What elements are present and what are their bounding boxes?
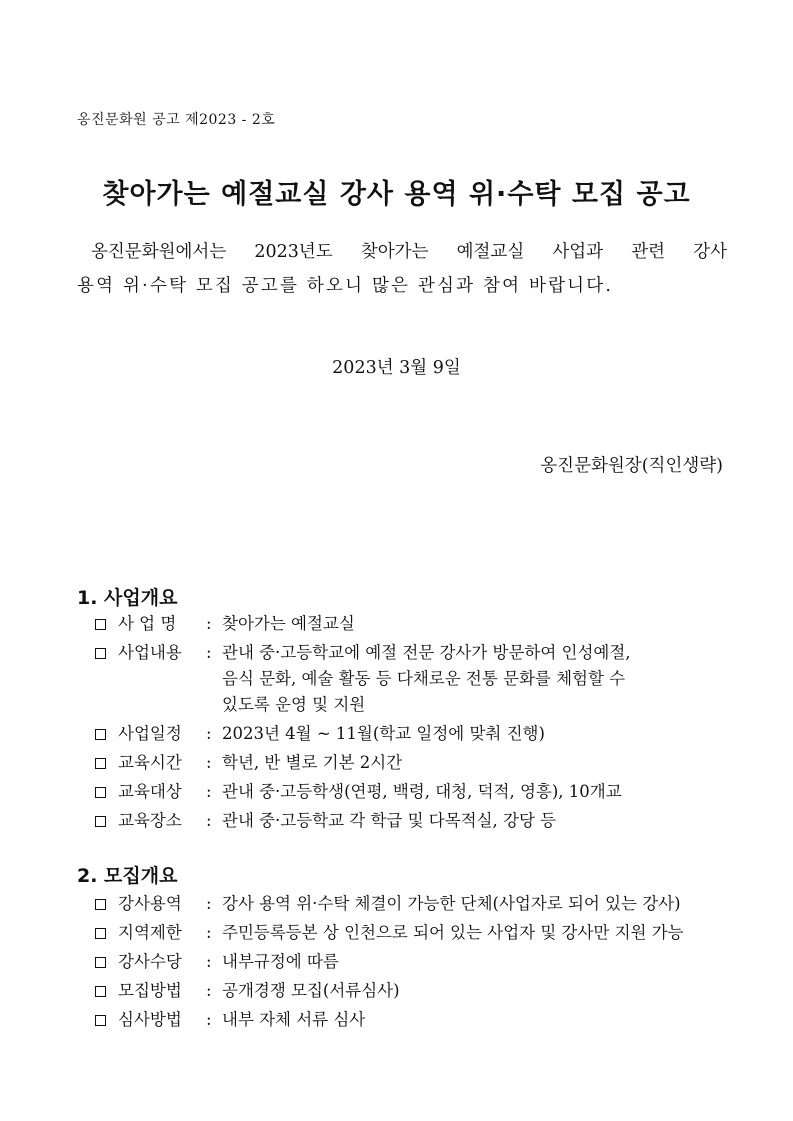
signature: 옹진문화원장(직인생략): [540, 456, 723, 476]
item-label: 지역제한: [118, 923, 182, 942]
list-item: [95, 611, 735, 637]
item-value-line: 공개경쟁 모집(서류심사): [222, 981, 400, 1000]
checkbox-square-icon: [95, 729, 106, 740]
list-item: [95, 891, 735, 917]
section-heading-recruitment: 2. 모집개요: [77, 865, 178, 887]
item-value: [222, 750, 735, 776]
item-label: 사업일정: [118, 724, 182, 743]
checkbox-square-icon: [95, 899, 106, 910]
item-value-line: 학년, 반 별로 기본 2시간: [222, 753, 403, 772]
item-value-line: 강사 용역 위·수탁 체결이 가능한 단체(사업자로 되어 있는 강사): [222, 894, 681, 913]
item-separator: :: [206, 811, 212, 830]
list-item: [95, 978, 735, 1004]
checkbox-square-icon: [95, 816, 106, 827]
item-separator: :: [206, 981, 212, 1000]
checkbox-square-icon: [95, 928, 106, 939]
checkbox-square-icon: [95, 986, 106, 997]
item-separator: :: [206, 923, 212, 942]
item-value: [222, 978, 735, 1004]
list-item: [95, 640, 735, 718]
item-separator: :: [206, 952, 212, 971]
item-value: [222, 611, 735, 637]
item-label: 강사수당: [118, 952, 182, 971]
item-value: [222, 1007, 735, 1033]
item-value-line: 내부 자체 서류 심사: [222, 1010, 366, 1029]
list-item: [95, 779, 735, 805]
item-value: [222, 949, 735, 975]
item-value-line: 있도록 운영 및 지원: [222, 695, 366, 714]
item-separator: :: [206, 894, 212, 913]
checkbox-square-icon: [95, 1015, 106, 1026]
checkbox-square-icon: [95, 619, 106, 630]
item-label: 모집방법: [118, 981, 182, 1000]
checkbox-square-icon: [95, 957, 106, 968]
item-label: 강사용역: [118, 894, 182, 913]
list-item: [95, 721, 735, 747]
intro-line-2: 용역 위·수탁 모집 공고를 하오니 많은 관심과 참여 바랍니다.: [77, 276, 614, 296]
item-value-line: 내부규정에 따름: [222, 952, 339, 971]
item-value-line: 관내 중·고등학생(연평, 백령, 대청, 덕적, 영흥), 10개교: [222, 782, 622, 801]
item-value: [222, 808, 735, 834]
document-title: 찾아가는 예절교실 강사 용역 위·수탁 모집 공고: [102, 179, 691, 210]
item-label: 교육시간: [118, 753, 182, 772]
item-separator: :: [206, 643, 212, 662]
list-item: [95, 750, 735, 776]
section-heading-overview: 1. 사업개요: [77, 587, 178, 609]
checkbox-square-icon: [95, 787, 106, 798]
item-value: [222, 920, 735, 946]
checkbox-square-icon: [95, 648, 106, 659]
item-value-line: 찾아가는 예절교실: [222, 614, 355, 633]
intro-line-1: 옹진문화원에서는 2023년도 찾아가는 예절교실 사업과 관련 강사: [91, 242, 727, 262]
item-separator: :: [206, 1010, 212, 1029]
item-separator: :: [206, 724, 212, 743]
list-item: [95, 1007, 735, 1033]
item-label: 교육대상: [118, 782, 182, 801]
item-value-line: 관내 중·고등학교에 예절 전문 강사가 방문하여 인성예절,: [222, 643, 631, 662]
item-value: [222, 779, 735, 805]
item-value: [222, 891, 735, 917]
intro-paragraph: [77, 235, 727, 303]
item-value-line: 주민등록등본 상 인천으로 되어 있는 사업자 및 강사만 지원 가능: [222, 923, 684, 942]
list-item: [95, 949, 735, 975]
recruitment-list: [95, 891, 735, 1036]
item-label: 심사방법: [118, 1010, 182, 1029]
item-separator: :: [206, 614, 212, 633]
notice-number: 옹진문화원 공고 제2023 - 2호: [77, 112, 276, 128]
announcement-date: 2023년 3월 9일: [332, 358, 461, 378]
item-value-line: 2023년 4월 ~ 11월(학교 일정에 맞춰 진행): [222, 724, 545, 743]
list-item: [95, 920, 735, 946]
item-value-line: 음식 문화, 예술 활동 등 다채로운 전통 문화를 체험할 수: [222, 669, 626, 688]
checkbox-square-icon: [95, 758, 106, 769]
item-value: [222, 640, 735, 718]
item-label: 사업내용: [118, 643, 182, 662]
item-separator: :: [206, 782, 212, 801]
list-item: [95, 808, 735, 834]
overview-list: [95, 611, 735, 837]
item-value-line: 관내 중·고등학교 각 학급 및 다목적실, 강당 등: [222, 811, 557, 830]
item-separator: :: [206, 753, 212, 772]
item-value: [222, 721, 735, 747]
item-label: 교육장소: [118, 811, 182, 830]
item-label: 사 업 명: [118, 614, 177, 633]
